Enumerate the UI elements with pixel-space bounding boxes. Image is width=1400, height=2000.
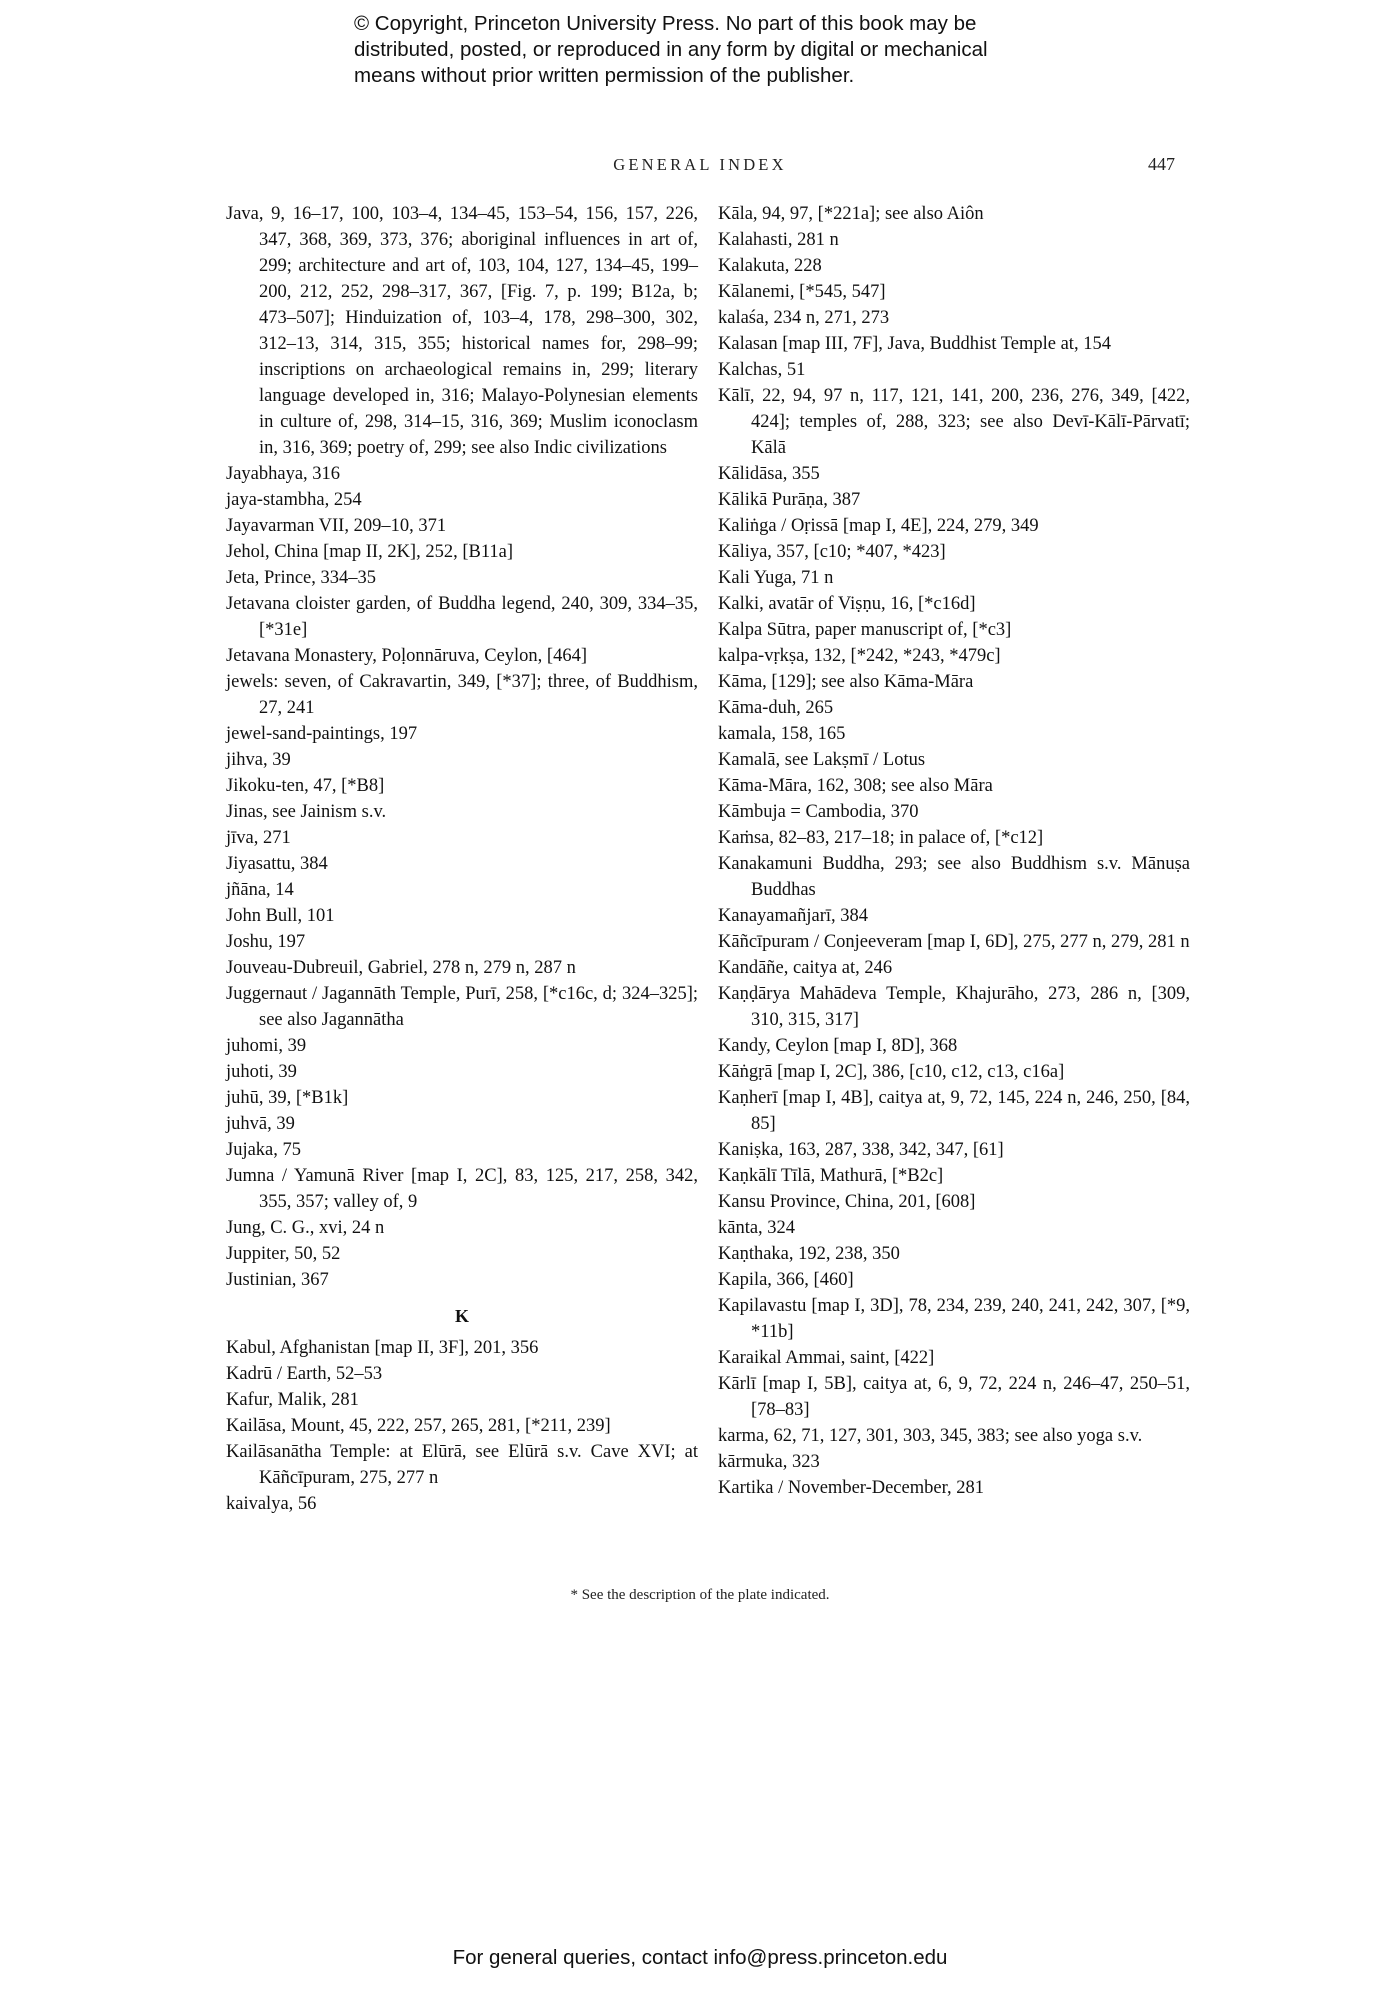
- index-entry: Kālanemi, [*545, 547]: [718, 282, 886, 302]
- index-column-left: [226, 201, 698, 1517]
- index-entry: Joshu, 197: [226, 932, 306, 952]
- contact-footer: For general queries, contact info@press.princeton.edu: [452, 1946, 948, 1969]
- index-entry: jaya-stambha, 254: [226, 490, 362, 510]
- index-entry: Kāmbuja = Cambodia, 370: [718, 802, 919, 822]
- copyright-line: distributed, posted, or reproduced in any form by digital or mechanical: [354, 38, 988, 61]
- index-entry: Kali Yuga, 71 n: [718, 568, 834, 588]
- index-entry: Kanayamañjarī, 384: [718, 906, 868, 926]
- index-entry: kārmuka, 323: [718, 1452, 820, 1472]
- index-entry: juhoti, 39: [226, 1062, 297, 1082]
- index-entry: Kartika / November-December, 281: [718, 1478, 985, 1498]
- index-entry: Kalki, avatār of Viṣṇu, 16, [*c16d]: [718, 594, 976, 614]
- index-entry: Justinian, 367: [226, 1270, 329, 1290]
- index-entry: Kāṅgṛā [map I, 2C], 386, [c10, c12, c13, c16a]: [718, 1062, 1065, 1082]
- index-entry: Jinas, see Jainism s.v.: [226, 802, 387, 822]
- index-entry: Kāliya, 357, [c10; *407, *423]: [718, 542, 946, 562]
- index-entry: Kaṇkālī Tīlā, Mathurā, [*B2c]: [718, 1166, 944, 1186]
- index-entry: Kanakamuni Buddha, 293; see also Buddhism s.v. Mānuṣa Buddhas: [718, 854, 1190, 900]
- index-entry: Jetavana Monastery, Poḷonnāruva, Ceylon, [464]: [226, 646, 588, 666]
- index-entry: Kālikā Purāṇa, 387: [718, 490, 861, 510]
- footnote: * See the description of the plate indicated.: [570, 1587, 830, 1603]
- index-entry: kānta, 324: [718, 1218, 796, 1238]
- index-entry: Kaṇthaka, 192, 238, 350: [718, 1244, 900, 1264]
- index-entry: Kansu Province, China, 201, [608]: [718, 1192, 976, 1212]
- index-entry: John Bull, 101: [226, 906, 335, 926]
- index-entry: Kaṇherī [map I, 4B], caitya at, 9, 72, 145, 224 n, 246, 250, [84, 85]: [718, 1088, 1190, 1134]
- index-entry: Kaniṣka, 163, 287, 338, 342, 347, [61]: [718, 1140, 1004, 1160]
- index-entry: Jung, C. G., xvi, 24 n: [226, 1218, 385, 1238]
- copyright-line: means without prior written permission of the publisher.: [354, 64, 855, 87]
- index-entry: Kabul, Afghanistan [map II, 3F], 201, 356: [226, 1338, 539, 1358]
- index-entry: Jayavarman VII, 209–10, 371: [226, 516, 447, 536]
- page-number: 447: [1148, 154, 1175, 174]
- index-entry: Kandāñe, caitya at, 246: [718, 958, 893, 978]
- index-entry: Kalpa Sūtra, paper manuscript of, [*c3]: [718, 620, 1012, 640]
- index-entry: Kārlī [map I, 5B], caitya at, 6, 9, 72, 224 n, 246–47, 250–51, [78–83]: [718, 1374, 1190, 1420]
- index-entry: Kāñcīpuram / Conjeeveram [map I, 6D], 275, 277 n, 279, 281 n: [718, 932, 1190, 952]
- index-entry: kalaśa, 234 n, 271, 273: [718, 308, 890, 328]
- index-entry: Jayabhaya, 316: [226, 464, 341, 484]
- index-entry: Kandy, Ceylon [map I, 8D], 368: [718, 1036, 958, 1056]
- index-entry: Jiyasattu, 384: [226, 854, 328, 874]
- index-entry: Kafur, Malik, 281: [226, 1390, 359, 1410]
- index-entries-j: [226, 201, 698, 1293]
- index-entry: Kaṇḍārya Mahādeva Temple, Khajurāho, 273, 286 n, [309, 310, 315, 317]: [718, 984, 1190, 1030]
- index-entry: Kapilavastu [map I, 3D], 78, 234, 239, 240, 241, 242, 307, [*9, *11b]: [718, 1296, 1190, 1342]
- index-entry: Jikoku-ten, 47, [*B8]: [226, 776, 385, 796]
- index-entry: Karaikal Ammai, saint, [422]: [718, 1348, 935, 1368]
- index-entry: Kalahasti, 281 n: [718, 230, 839, 250]
- index-entry: Jouveau-Dubreuil, Gabriel, 278 n, 279 n, 287 n: [226, 958, 576, 978]
- index-entry: karma, 62, 71, 127, 301, 303, 345, 383; see also yoga s.v.: [718, 1426, 1143, 1446]
- index-entry: Kalchas, 51: [718, 360, 806, 380]
- index-entry: Jetavana cloister garden, of Buddha legend, 240, 309, 334–35, [*31e]: [226, 594, 698, 640]
- index-entry: Jeta, Prince, 334–35: [226, 568, 377, 588]
- index-entry: Juggernaut / Jagannāth Temple, Purī, 258, [*c16c, d; 324–325]; see also Jagannātha: [226, 984, 698, 1030]
- index-entries-k: [226, 1335, 698, 1517]
- index-entry: juhvā, 39: [226, 1114, 295, 1134]
- index-entry: Kālidāsa, 355: [718, 464, 820, 484]
- index-entry: jīva, 271: [226, 828, 291, 848]
- section-letter: K: [454, 1306, 469, 1326]
- index-column-right: [718, 201, 1190, 1501]
- index-entry: kalpa-vṛkṣa, 132, [*242, *243, *479c]: [718, 646, 1001, 666]
- index-entry: Jujaka, 75: [226, 1140, 302, 1160]
- index-entry: Java, 9, 16–17, 100, 103–4, 134–45, 153–54, 156, 157, 226, 347, 368, 369, 373, 376; aboriginal influences in art of, 299; architecture and art of, 103, 104, 127, 134–45, 199–200, 212, 252, 298–317, 367, [Fig. 7, p. 199; B12a, b; 473–507]; Hinduization of, 103–4, 178, 298–300, 302, 312–13, 314, 315, 355; historical names for, 298–99; inscriptions on archaeological remains in, 299; literary language developed in, 316; Malayo-Polynesian elements in culture of, 298, 314–15, 316, 369; Muslim iconoclasm in, 316, 369; poetry of, 299; see also Indic civilizations: [226, 204, 698, 458]
- index-entry: Kāma-Māra, 162, 308; see also Māra: [718, 776, 993, 796]
- index-entry: juhomi, 39: [226, 1036, 307, 1056]
- index-entry: jihva, 39: [226, 750, 291, 770]
- copyright-line: © Copyright, Princeton University Press. No part of this book may be: [354, 12, 977, 35]
- index-entry: Kailāsa, Mount, 45, 222, 257, 265, 281, [*211, 239]: [226, 1416, 611, 1436]
- index-entry: Jumna / Yamunā River [map I, 2C], 83, 125, 217, 258, 342, 355, 357; valley of, 9: [226, 1166, 698, 1212]
- index-entry: jñāna, 14: [226, 880, 294, 900]
- index-entry: Kalakuta, 228: [718, 256, 822, 276]
- index-entries-k-continued: [718, 201, 1190, 1501]
- index-entry: jewels: seven, of Cakravartin, 349, [*37]; three, of Buddhism, 27, 241: [226, 672, 698, 718]
- index-entry: Kāma, [129]; see also Kāma-Māra: [718, 672, 974, 692]
- index-entry: Kālī, 22, 94, 97 n, 117, 121, 141, 200, 236, 276, 349, [422, 424]; temples of, 288, 323; see also Devī-Kālī-Pārvatī; Kālā: [718, 386, 1190, 458]
- index-entry: Kamalā, see Lakṣmī / Lotus: [718, 750, 926, 770]
- index-entry: Kadrū / Earth, 52–53: [226, 1364, 383, 1384]
- index-entry: Kapila, 366, [460]: [718, 1270, 854, 1290]
- index-entry: kamala, 158, 165: [718, 724, 846, 744]
- index-entry: Kaliṅga / Oṛissā [map I, 4E], 224, 279, 349: [718, 516, 1039, 536]
- index-entry: juhū, 39, [*B1k]: [226, 1088, 349, 1108]
- index-entry: Kāma-duh, 265: [718, 698, 834, 718]
- index-entry: Jehol, China [map II, 2K], 252, [B11a]: [226, 542, 514, 562]
- index-entry: Kaṁsa, 82–83, 217–18; in palace of, [*c12]: [718, 828, 1044, 848]
- index-entry: Juppiter, 50, 52: [226, 1244, 341, 1264]
- index-entry: Kailāsanātha Temple: at Elūrā, see Elūrā s.v. Cave XVI; at Kāñcīpuram, 275, 277 n: [226, 1442, 698, 1488]
- index-entry: kaivalya, 56: [226, 1494, 317, 1514]
- index-entry: Kāla, 94, 97, [*221a]; see also Aiôn: [718, 204, 984, 224]
- index-entry: Kalasan [map III, 7F], Java, Buddhist Temple at, 154: [718, 334, 1111, 354]
- running-head: GENERAL INDEX: [613, 155, 787, 174]
- index-entry: jewel-sand-paintings, 197: [226, 724, 418, 744]
- copyright-notice: [354, 11, 1114, 89]
